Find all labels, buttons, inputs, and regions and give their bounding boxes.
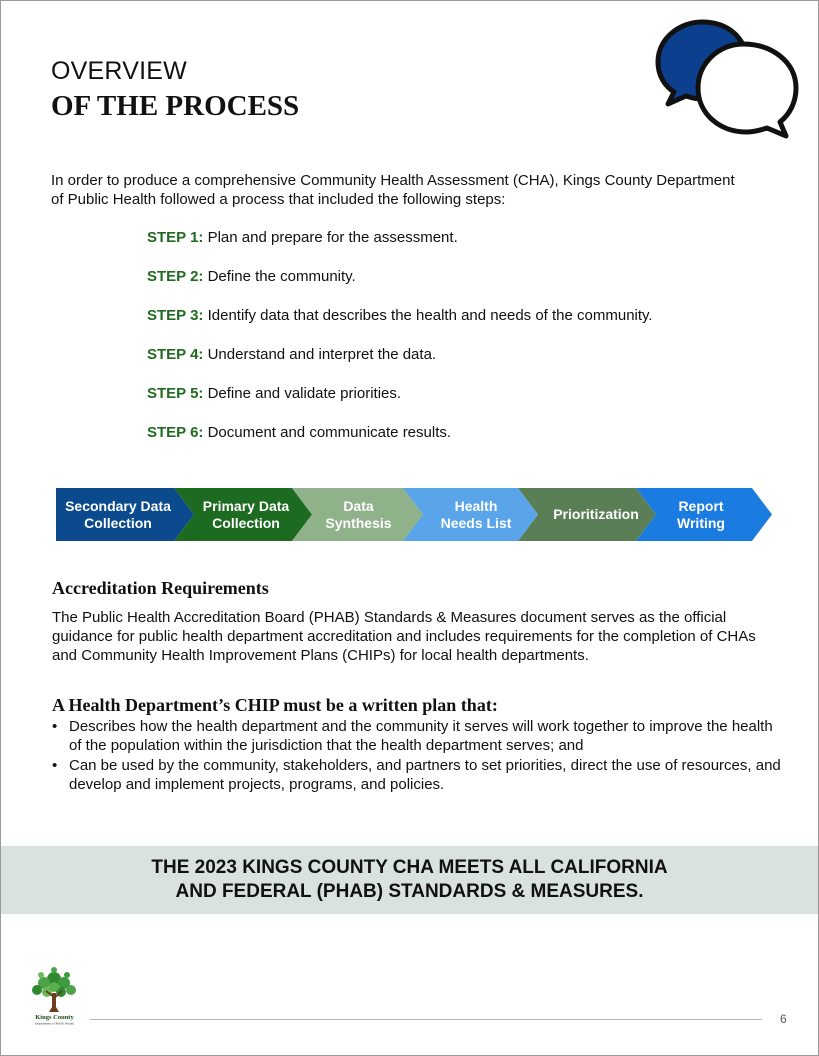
step-item xyxy=(147,384,653,423)
steps-list xyxy=(147,228,653,462)
step-label: STEP 2: xyxy=(147,268,204,285)
bullet-icon: • xyxy=(52,718,58,735)
flow-label: Primary Data Collection xyxy=(202,497,290,531)
step-text: Define and validate priorities. xyxy=(207,385,402,402)
step-label: STEP 5: xyxy=(147,385,204,402)
step-label: STEP 4: xyxy=(147,346,204,363)
step-text: Document and communicate results. xyxy=(207,424,452,441)
page-title-line2: OF THE PROCESS xyxy=(51,90,300,122)
flow-label: Secondary Data Collection xyxy=(65,497,171,531)
step-item xyxy=(147,306,653,345)
flow-label: Health Needs List xyxy=(440,497,512,531)
footer-divider xyxy=(90,1019,762,1020)
bullet-icon: • xyxy=(52,757,58,774)
page-title-line1: OVERVIEW xyxy=(51,57,187,85)
step-item xyxy=(147,423,653,462)
accreditation-heading: Accreditation Requirements xyxy=(52,578,269,598)
step-text: Identify data that describes the health and needs of the community. xyxy=(207,307,653,324)
step-label: STEP 6: xyxy=(147,424,204,441)
standards-banner xyxy=(1,846,818,914)
process-flow xyxy=(56,488,776,541)
step-text: Plan and prepare for the assessment. xyxy=(207,229,458,246)
step-text: Understand and interpret the data. xyxy=(207,346,437,363)
speech-bubbles-icon xyxy=(640,14,800,144)
list-item: • Can be used by the community, stakeholders, and partners to set priorities, direct the use of resources, and develop and implement projects, programs, and policies. xyxy=(52,757,781,793)
step-label: STEP 3: xyxy=(147,307,204,324)
list-item: • Describes how the health department and the community it serves will work together to improve the health of the population within the jurisdiction that the health department serves; and xyxy=(52,718,773,754)
accreditation-paragraph: The Public Health Accreditation Board (PHAB) Standards & Measures document serves as the official guidance for public health department accreditation and includes requirements for the completion of CHAs and Community Health Improvement Plans (CHIPs) for local health departments. xyxy=(52,609,756,664)
chip-heading: A Health Department’s CHIP must be a written plan that: xyxy=(52,695,498,715)
kings-county-logo xyxy=(27,965,82,1027)
logo-text: Kings County xyxy=(35,1014,74,1021)
banner-line1: THE 2023 KINGS COUNTY CHA MEETS ALL CALIFORNIA xyxy=(151,857,668,878)
step-item xyxy=(147,345,653,384)
flow-label: Data Synthesis xyxy=(325,497,392,531)
page-number: 6 xyxy=(780,1012,787,1026)
step-item xyxy=(147,228,653,267)
banner-line2: AND FEDERAL (PHAB) STANDARDS & MEASURES. xyxy=(175,881,644,902)
chip-bullet-list xyxy=(52,717,782,795)
flow-label: Prioritization xyxy=(553,506,639,522)
flow-label: Report Writing xyxy=(677,497,725,531)
intro-paragraph: In order to produce a comprehensive Community Health Assessment (CHA), Kings County Department of Public Health followed a process that included the following steps: xyxy=(51,172,735,208)
step-item xyxy=(147,267,653,306)
step-label: STEP 1: xyxy=(147,229,204,246)
step-text: Define the community. xyxy=(207,268,356,285)
logo-subtext: Department of Public Health xyxy=(34,1021,75,1026)
